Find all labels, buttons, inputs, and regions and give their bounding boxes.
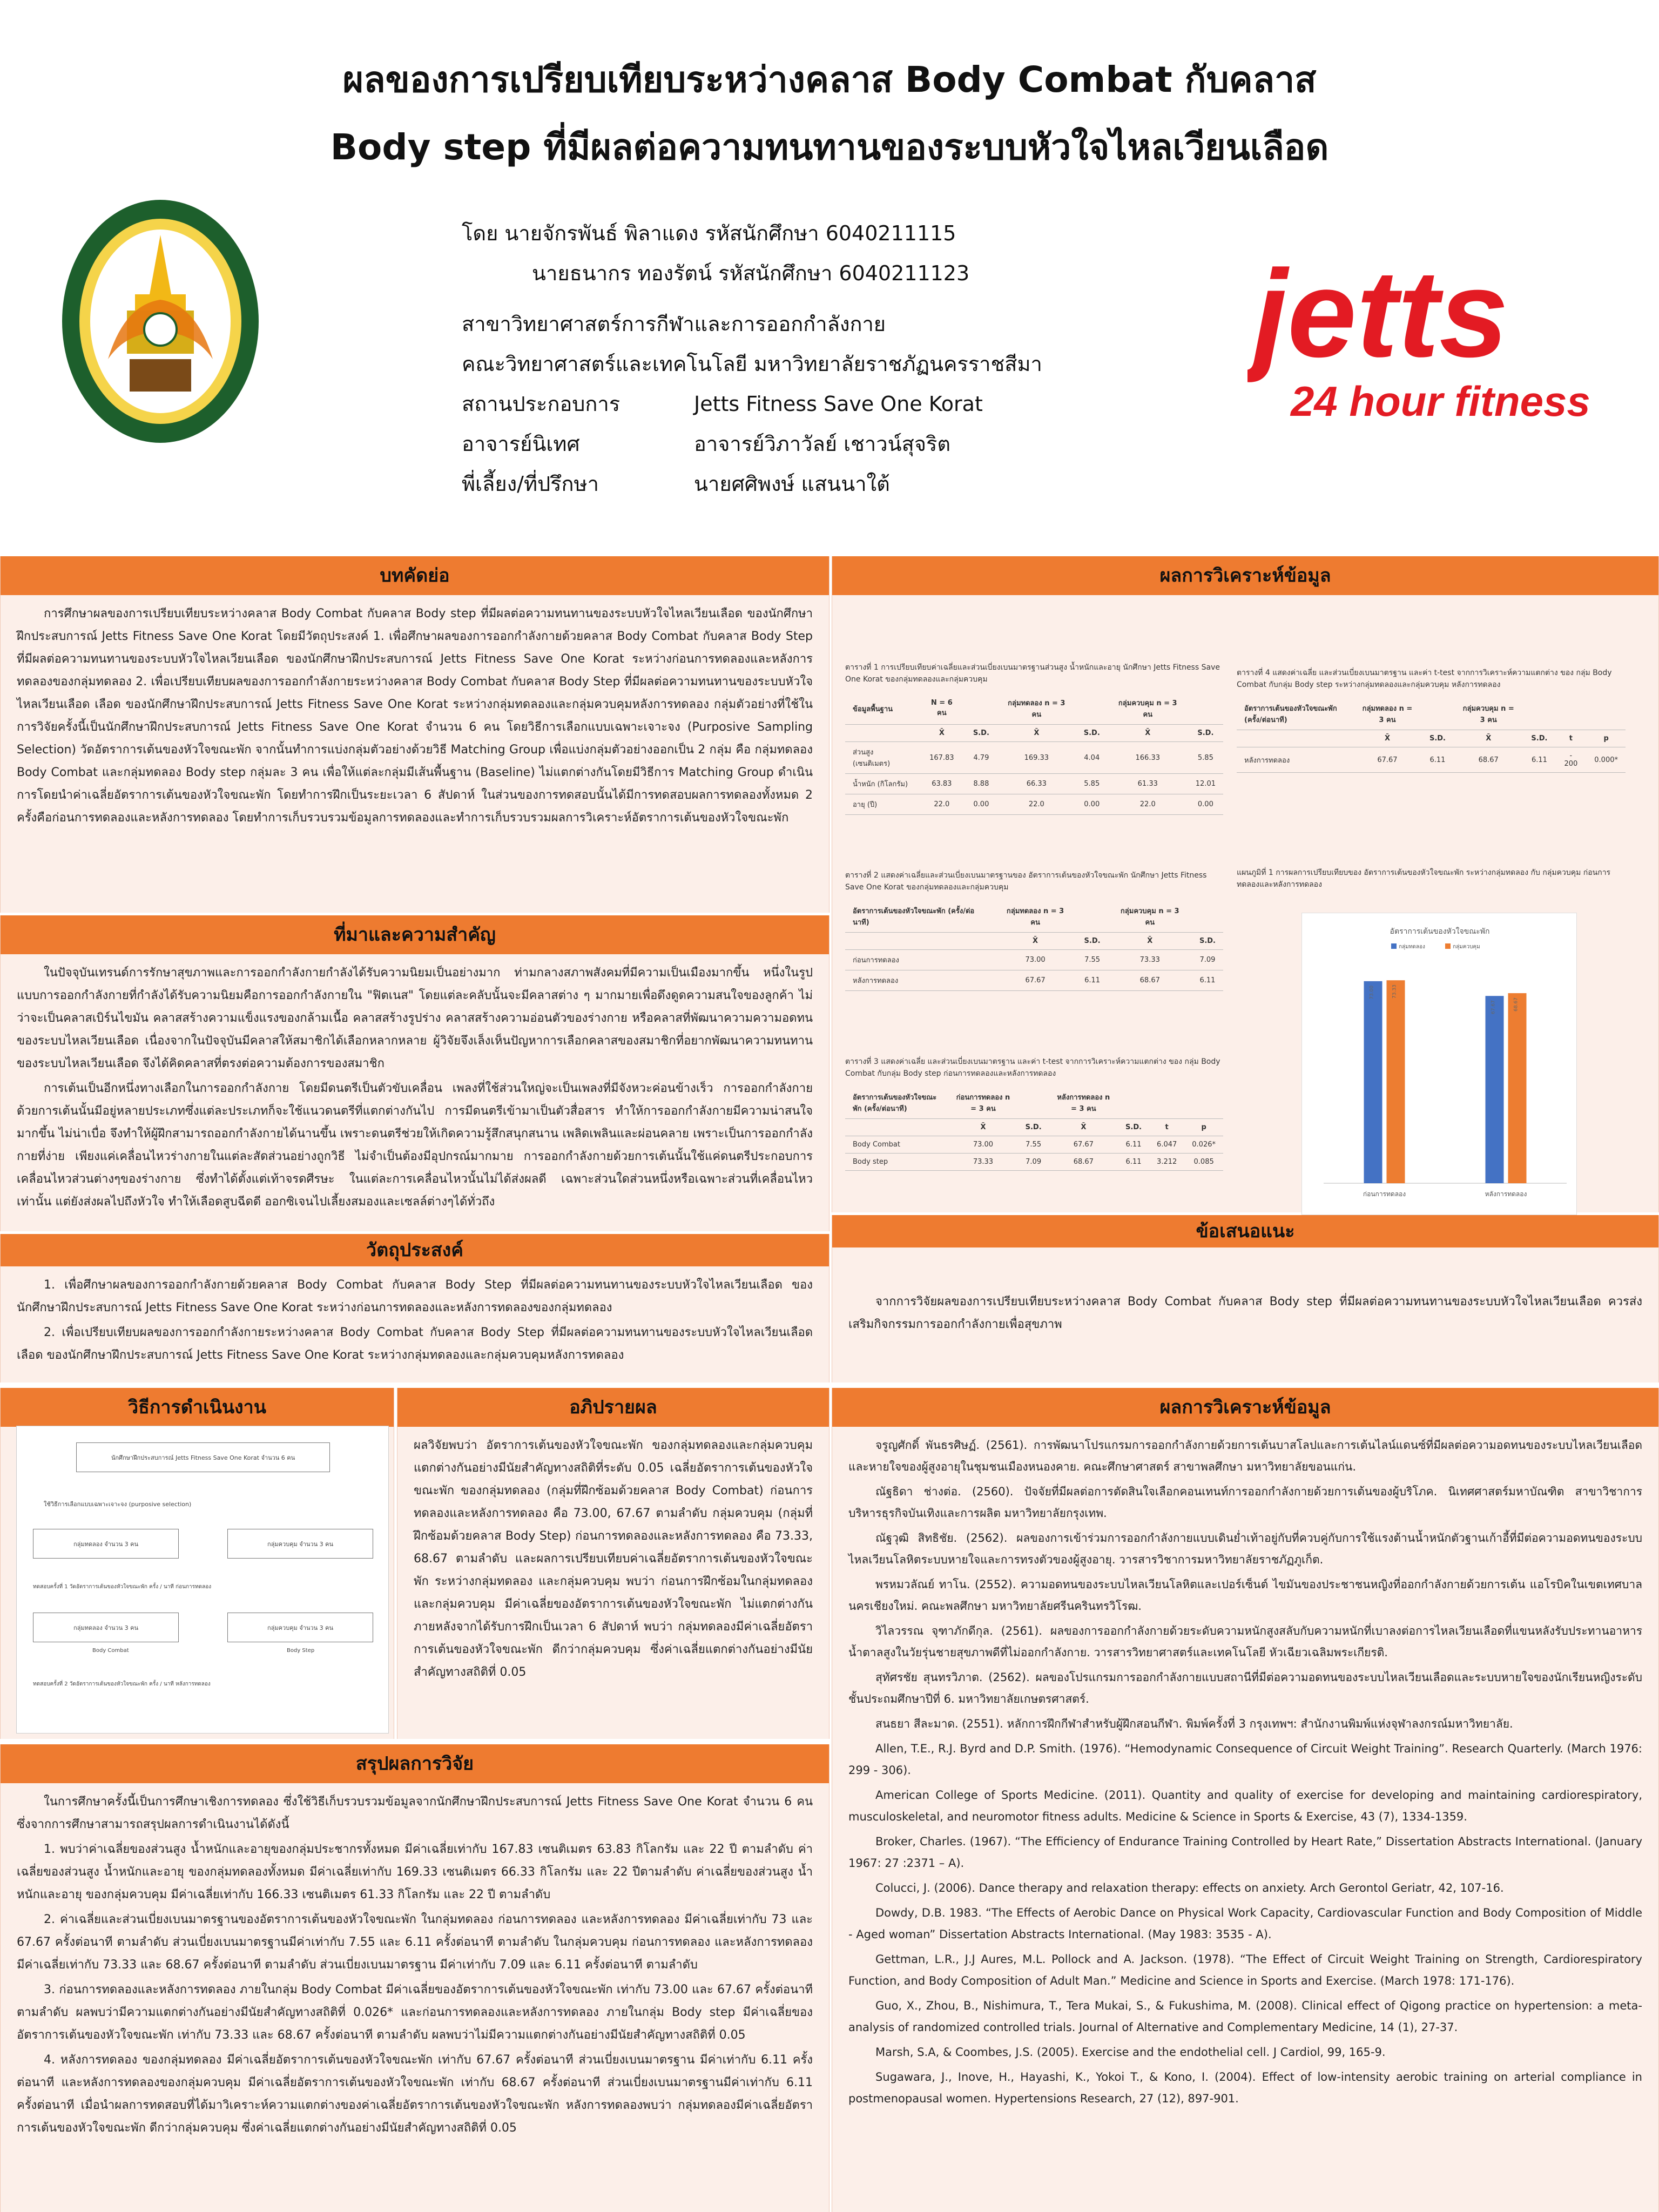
table-cell: S.D. bbox=[1118, 1119, 1149, 1136]
reference-item: Gettman, L.R., J.J Aures, M.L. Pollock and A. Jackson. (1978). “The Effect of Circuit Weight Training on Strength, Cardiorespiratory Function, and Body Composition of Adult Man.” Medicine and Science in Sports and Exercise. (March 1978: 171-176). bbox=[848, 1953, 1642, 1987]
table-cell: 6.11 bbox=[1118, 1154, 1149, 1171]
reference-item: สนธยา สีละมาด. (2551). หลักการฝึกกีฬาสำหรับผู้ฝึกสอนกีฬา. พิมพ์ครั้งที่ 3 กรุงเทพฯ: สำนักงานพิมพ์แห่งจุฬาลงกรณ์มหาวิทยาลัย. bbox=[875, 1717, 1513, 1730]
table-cell: 6.11 bbox=[1422, 747, 1453, 773]
table-cell: S.D. bbox=[1192, 933, 1223, 950]
suggestions-text: จากการวิจัยผลของการเปรียบเทียบระหว่างคลาส Body Combat กับคลาส Body step ที่มีผลต่อความทนทานของระบบหัวใจไหลเวียนเลือด ควรส่งเสริมกิจกรรมการออกกำลังกายเพื่อสุขภาพ bbox=[848, 1295, 1642, 1331]
abstract-panel bbox=[0, 556, 830, 913]
table-cell: 6.11 bbox=[1192, 970, 1223, 991]
author-2: นายธนากร ทองรัตน์ รหัสนักศึกษา 6040211123 bbox=[532, 261, 970, 285]
table-cell: 73.00 bbox=[948, 1136, 1017, 1154]
table-cell: Body Combat bbox=[845, 1136, 948, 1154]
table-header-row bbox=[845, 901, 1223, 933]
table-row bbox=[845, 1136, 1223, 1154]
reference-item: Colucci, J. (2006). Dance therapy and relaxation therapy: effects on anxiety. Arch Gerontol Geriatr, 42, 107-16. bbox=[875, 1881, 1504, 1894]
legend-swatch bbox=[1391, 943, 1397, 949]
table-cell: X̄ bbox=[997, 725, 1076, 742]
bar bbox=[1508, 993, 1527, 1183]
table-cell: ส่วนสูง (เซนติเมตร) bbox=[845, 742, 918, 774]
table-cell: อัตราการเต้นของหัวใจขณะพัก (ครั้ง/ต่อนาที) bbox=[845, 901, 994, 933]
jetts-wordmark: jetts bbox=[1253, 254, 1508, 383]
supervisor-row bbox=[462, 424, 1042, 464]
reference-item: Dowdy, D.B. 1983. “The Effects of Aerobic Dance on Physical Work Capacity, Cardiovascular Function and Body Composition of Middle - Aged woman” Dissertation Abstracts International. (May 1983: 3535 - A). bbox=[848, 1906, 1642, 1941]
reference-item: วิไลวรรณ จุฑาภักดีกุล. (2561). ผลของการออกกำลังกายด้วยระดับความหนักสูงสลับกับความหนักที่เบาลงต่อการไหลเวียนเลือดที่แขนหลังรับประทานอาหารน้ำตาลสูงในวัยรุ่นชายสุขภาพดีที่ไม่ออกกำลังกาย. วารสารวิทยาศาสตร์และเทคโนโลยี หัวเฉียวเฉลิมพระเกียรติ. bbox=[848, 1624, 1642, 1659]
table-cell: 0.00 bbox=[966, 794, 997, 815]
table-subheader-row bbox=[845, 933, 1223, 950]
table-cell bbox=[1188, 693, 1223, 725]
table-cell: S.D. bbox=[1018, 1119, 1049, 1136]
table-row bbox=[845, 774, 1223, 794]
analysis-heading: ผลการวิเคราะห์ข้อมูล bbox=[832, 556, 1658, 595]
table-cell: 22.0 bbox=[918, 794, 966, 815]
table-cell: t bbox=[1555, 730, 1587, 747]
table-cell: 167.83 bbox=[918, 742, 966, 774]
table-cell: N = 6 คน bbox=[918, 693, 966, 725]
table-2-block bbox=[845, 869, 1223, 991]
table-cell: 7.55 bbox=[1018, 1136, 1049, 1154]
university-logo bbox=[59, 197, 262, 446]
table-cell: 7.09 bbox=[1192, 950, 1223, 970]
workplace-label: สถานประกอบการ bbox=[462, 392, 621, 416]
flow-selection-note: ใช้วิธีการเลือกแบบเฉพาะเจาะจง (purposive selection) bbox=[44, 1501, 192, 1508]
table-cell: 6.11 bbox=[1523, 747, 1555, 773]
table-cell: 67.67 bbox=[994, 970, 1077, 991]
legend-label: กลุ่มควบคุม bbox=[1453, 944, 1480, 950]
suggestions-heading: ข้อเสนอแนะ bbox=[832, 1215, 1658, 1247]
conclusion-heading: สรุปผลการวิจัย bbox=[1, 1744, 829, 1783]
workplace-value: Jetts Fitness Save One Korat bbox=[694, 392, 983, 416]
table-cell bbox=[1149, 1087, 1184, 1119]
reference-item: Marsh, S.A, & Coombes, J.S. (2005). Exercise and the endothelial cell. J Cardiol, 99, 165-9. bbox=[875, 2046, 1386, 2059]
table-cell: 0.085 bbox=[1184, 1154, 1223, 1171]
figure-1-caption: แผนภูมิที่ 1 การผลการเปรียบเทียบของ อัตราการเต้นของหัวใจขณะพัก ระหว่างกลุ่มทดลอง กับ กลุ่มควบคุม ก่อนการทดลองและหลังการทดลอง bbox=[1237, 868, 1611, 889]
table-header-row bbox=[845, 1087, 1223, 1119]
table-cell: กลุ่มทดลอง n = 3 คน bbox=[994, 901, 1077, 933]
table-cell bbox=[1077, 901, 1108, 933]
author-1: โดย นายจักรพันธ์ พิลาแดง รหัสนักศึกษา 6040211115 bbox=[462, 221, 956, 245]
conclusion-2: 2. ค่าเฉลี่ยและส่วนเบี่ยงเบนมาตรฐานของอัตราการเต้นของหัวใจขณะพัก ในกลุ่มทดลอง ก่อนการทดลอง และหลังการทดลอง มีค่าเฉลี่ยเท่ากับ 73 และ 67.67 ครั้งต่อนาที ตามลำดับ ส่วนเบี่ยงเบนมาตรฐานมีค่าเท่ากับ 7.55 และ 6.11 ครั้งต่อนาที ตามลำดับ ในกลุ่มควบคุม ก่อนการทดลอง และหลังการทดลอง มีค่าเฉลี่ยเท่ากับ 73.33 และ 68.67 ครั้งต่อนาที ตามลำดับ ส่วนเบี่ยงเบนมาตรฐาน มีค่าเท่ากับ 7.09 และ 6.11 ครั้งต่อนาที ตามลำดับ bbox=[17, 1913, 813, 1972]
table-cell bbox=[845, 725, 918, 742]
table-row bbox=[845, 970, 1223, 991]
table-cell: 67.67 bbox=[1049, 1136, 1118, 1154]
flow-control-box-2: กลุ่มควบคุม จำนวน 3 คน bbox=[227, 1613, 373, 1642]
suggestions-panel bbox=[832, 1215, 1659, 1382]
table-cell: 68.67 bbox=[1453, 747, 1523, 773]
table-cell: 0.00 bbox=[1076, 794, 1108, 815]
table-1-caption: ตารางที่ 1 การเปรียบเทียบค่าเฉลี่ยและส่วนเบี่ยงเบนมาตรฐานส่วนสูง น้ำหนักและอายุ นักศึกษา Jetts Fitness Save One Korat ของกลุ่มทดลองและกลุ่มควบคุม bbox=[845, 663, 1220, 684]
methods-heading: วิธีการดำเนินงาน bbox=[1, 1388, 394, 1427]
table-cell: 0.00 bbox=[1188, 794, 1223, 815]
table-row bbox=[845, 950, 1223, 970]
table-cell: X̄ bbox=[918, 725, 966, 742]
table-cell: 68.67 bbox=[1049, 1154, 1118, 1171]
table-cell bbox=[845, 933, 994, 950]
table-cell: X̄ bbox=[1108, 933, 1192, 950]
table-cell: 22.0 bbox=[1108, 794, 1188, 815]
reference-item: Broker, Charles. (1967). “The Efficiency of Endurance Training Controlled by Heart Rate,” Dissertation Abstracts International. (January 1967: 27 :2371 – A). bbox=[848, 1835, 1642, 1870]
table-cell: 169.33 bbox=[997, 742, 1076, 774]
table-cell: 7.55 bbox=[1077, 950, 1108, 970]
flow-test2-note: ทดสอบครั้งที่ 2 วัดอัตราการเต้นของหัวใจขณะพัก ครั้ง / นาที หลังการทดลอง bbox=[33, 1681, 211, 1687]
table-cell: S.D. bbox=[966, 725, 997, 742]
table-cell: X̄ bbox=[1049, 1119, 1118, 1136]
mentor-row bbox=[462, 464, 1042, 504]
bar-data-label: 73.00 bbox=[1369, 985, 1375, 1000]
mentor-label: พี่เลี้ยง/ที่ปรึกษา bbox=[462, 472, 599, 496]
table-subheader-row bbox=[1237, 730, 1626, 747]
conclusion-1: 1. พบว่าค่าเฉลี่ยของส่วนสูง น้ำหนักและอายุของกลุ่มประชากรทั้งหมด มีค่าเฉลี่ยเท่ากับ 167.83 เซนติเมตร 63.83 กิโลกรัม และ 22 ปี ตามลำดับ ค่าเฉลี่ยของส่วนสูง น้ำหนักและอายุ ของกลุ่มทดลองทั้งหมด มีค่าเฉลี่ยเท่ากับ 169.33 เซนติเมตร 66.33 กิโลกรัม และ 22 ปีตามลำดับ ค่าเฉลี่ยของส่วนสูง น้ำหนักและอายุ ของกลุ่มควบคุม มีค่าเฉลี่ยเท่ากับ 166.33 เซนติเมตร 61.33 กิโลกรัม และ 22 ปี ตามลำดับ bbox=[17, 1843, 813, 1901]
table-cell: 66.33 bbox=[997, 774, 1076, 794]
faculty: คณะวิทยาศาสตร์และเทคโนโลยี มหาวิทยาลัยราชภัฏนครราชสีมา bbox=[462, 352, 1042, 376]
table-cell bbox=[1018, 1087, 1049, 1119]
table-cell bbox=[1237, 730, 1353, 747]
table-header-row bbox=[845, 693, 1223, 725]
bar-data-label: 73.33 bbox=[1392, 984, 1398, 999]
table-row bbox=[845, 1154, 1223, 1171]
supervisor-value: อาจารย์วิภาวัลย์ เชาวน์สุจริต bbox=[694, 432, 951, 456]
table-cell: 8.88 bbox=[966, 774, 997, 794]
reference-item: พรหมวลัณย์ ทาโน. (2552). ความอดทนของระบบไหลเวียนโลหิตและเปอร์เซ็นต์ ไขมันของประชาชนหญิงที่ออกกำลังกายด้วยการเต้น แอโรบิคในเขตเทศบาลนครเชียงใหม่. คณะพลศึกษา มหาวิทยาลัยศรีนครินทรวิโรฒ. bbox=[848, 1578, 1642, 1613]
chart-title: อัตราการเต้นของหัวใจขณะพัก bbox=[1390, 927, 1490, 936]
table-3 bbox=[845, 1087, 1223, 1171]
table-cell bbox=[1523, 698, 1555, 730]
table-header-row bbox=[1237, 698, 1626, 730]
flow-train-control: Body Step bbox=[287, 1648, 315, 1654]
conclusion-4: 4. หลังการทดลอง ของกลุ่มทดลอง มีค่าเฉลี่ยอัตราการเต้นของหัวใจขณะพัก เท่ากับ 67.67 ครั้งต่อนาที ส่วนเบี่ยงเบนมาตรฐาน มีค่าเท่ากับ 6.11 ครั้งต่อนาที และหลังการทดลองของกลุ่มควบคุม มีค่าเฉลี่ยอัตราการเต้นของหัวใจขณะพัก เท่ากับ 68.67 ครั้งต่อนาที ส่วนเบี่ยงเบนมาตรฐานมีค่าเท่ากับ 6.11 ครั้งต่อนาที เมื่อนำผลการทดสอบที่ได้มาวิเคราะห์ความแตกต่างของค่าเฉลี่ยอัตราการเต้นของหัวใจขณะพัก หลังการทดลองพบว่า กลุ่มทดลองมีค่าเฉลี่ยอัตราการเต้นของหัวใจขณะพัก ดีกว่ากลุ่มควบคุม ซึ่งค่าเฉลี่ยแตกต่างกันอย่างมีนัยสำคัญทางสถิติที่ 0.05 bbox=[17, 2053, 813, 2135]
references-heading: ผลการวิเคราะห์ข้อมูล bbox=[832, 1388, 1658, 1427]
mentor-value: นายศศิพงษ์ แสนนาใต้ bbox=[694, 472, 890, 496]
table-cell: ก่อนการทดลอง n = 3 คน bbox=[948, 1087, 1017, 1119]
reference-item: สุทัศรชัย สุนทรวิภาต. (2562). ผลของโปรแกรมการออกกำลังกายแบบสถานีที่มีต่อความอดทนของระบบไหลเวียนเลือดและระบบหายใจของนักเรียนหญิงระดับชั้นประถมศึกษาปีที่ 6. มหาวิทยาลัยเกษตรศาสตร์. bbox=[848, 1671, 1642, 1705]
table-subheader-row bbox=[845, 725, 1223, 742]
heart-rate-chart-svg bbox=[1302, 913, 1577, 1216]
table-cell: X̄ bbox=[1453, 730, 1523, 747]
table-cell: X̄ bbox=[948, 1119, 1017, 1136]
table-cell bbox=[1587, 698, 1626, 730]
legend-label: กลุ่มทดลอง bbox=[1399, 944, 1425, 950]
table-3-caption: ตารางที่ 3 แสดงค่าเฉลี่ย และส่วนเบี่ยงเบนมาตรฐาน และค่า t-test จากการวิเคราะห์ความแตกต่าง ของ กลุ่ม Body Combat กับกลุ่ม Body step ก่อนการทดลองและหลังการทดลอง bbox=[845, 1057, 1220, 1078]
bar bbox=[1486, 996, 1504, 1183]
table-cell: t bbox=[1149, 1119, 1184, 1136]
table-1-block bbox=[845, 662, 1223, 815]
conclusion-intro: ในการศึกษาครั้งนี้เป็นการศึกษาเชิงการทดลอง ซึ่งใช้วิธีเก็บรวบรวมข้อมูลจากนักศึกษาฝึกประสบการณ์ Jetts Fitness Save One Korat จำนวน 6 คน ซึ่งจากการศึกษาสามารถสรุปผลการดำเนินงานได้ดังนี้ bbox=[17, 1795, 813, 1831]
bar-data-label: 67.67 bbox=[1491, 1000, 1496, 1014]
reference-item: Allen, T.E., R.J. Byrd and D.P. Smith. (1976). “Hemodynamic Consequence of Circuit Weight Training”. Research Quarterly. (March 1976: 299 - 306). bbox=[848, 1742, 1642, 1777]
table-cell: 6.11 bbox=[1077, 970, 1108, 991]
table-cell bbox=[1118, 1087, 1149, 1119]
poster-title-line1: ผลของการเปรียบเทียบระหว่างคลาส Body Combat กับคลาส bbox=[342, 59, 1317, 100]
legend-swatch bbox=[1445, 943, 1451, 949]
table-cell: อัตราการเต้นของหัวใจขณะพัก (ครั้ง/ต่อนาที) bbox=[845, 1087, 948, 1119]
table-cell bbox=[1076, 693, 1108, 725]
workplace-row bbox=[462, 384, 1042, 424]
table-row bbox=[845, 794, 1223, 815]
bar bbox=[1387, 980, 1405, 1183]
table-4-caption: ตารางที่ 4 แสดงค่าเฉลี่ย และส่วนเบี่ยงเบนมาตรฐาน และค่า t-test จากการวิเคราะห์ความแตกต่าง ของ กลุ่ม Body Combat กับกลุ่ม Body step ระหว่างกลุ่มทดลองและกลุ่มควบคุม หลังการทดลอง bbox=[1237, 669, 1612, 689]
table-cell: กลุ่มควบคุม n = 3 คน bbox=[1108, 901, 1192, 933]
table-2-caption: ตารางที่ 2 แสดงค่าเฉลี่ยและส่วนเบี่ยงเบนมาตรฐานของ อัตราการเต้นของหัวใจขณะพัก นักศึกษา Jetts Fitness Save One Korat ของกลุ่มทดลองและกลุ่มควบคุม bbox=[845, 871, 1207, 892]
table-cell: หลังการทดลอง n = 3 คน bbox=[1049, 1087, 1118, 1119]
flow-train-experiment: Body Combat bbox=[92, 1648, 129, 1654]
table-cell: 63.83 bbox=[918, 774, 966, 794]
figure-1-caption-block bbox=[1237, 867, 1615, 898]
flow-experiment-box: กลุ่มทดลอง จำนวน 3 คน bbox=[33, 1529, 179, 1559]
table-1 bbox=[845, 693, 1223, 815]
table-cell: 12.01 bbox=[1188, 774, 1223, 794]
reference-item: Sugawara, J., Inove, H., Hayashi, K., Yokoi T., & Kono, I. (2004). Effect of low-intensity aerobic training on arterial compliance in postmenopausal women. Hypertensions Research, 27 (12), 897-901. bbox=[848, 2071, 1642, 2105]
table-cell: น้ำหนัก (กิโลกรัม) bbox=[845, 774, 918, 794]
table-cell: S.D. bbox=[1077, 933, 1108, 950]
flow-experiment-box-2: กลุ่มทดลอง จำนวน 3 คน bbox=[33, 1613, 179, 1642]
table-row bbox=[845, 742, 1223, 774]
author-block bbox=[462, 213, 1042, 504]
table-cell: 7.09 bbox=[1018, 1154, 1049, 1171]
table-cell: 67.67 bbox=[1353, 747, 1422, 773]
reference-item: American College of Sports Medicine. (2011). Quantity and quality of exercise for developing and maintaining cardiorespiratory, musculoskeletal, and neuromotor fitness adults. Medicine & Science in Sports & Exercise, 43 (7), 1334-1359. bbox=[848, 1789, 1642, 1823]
table-cell: 4.04 bbox=[1076, 742, 1108, 774]
table-cell: S.D. bbox=[1422, 730, 1453, 747]
table-cell: 5.85 bbox=[1076, 774, 1108, 794]
table-cell: อายุ (ปี) bbox=[845, 794, 918, 815]
table-cell: 68.67 bbox=[1108, 970, 1192, 991]
discussion-heading: อภิปรายผล bbox=[397, 1388, 829, 1427]
objectives-panel bbox=[0, 1234, 830, 1382]
jetts-tagline: 24 hour fitness bbox=[1291, 377, 1590, 425]
flow-control-box: กลุ่มควบคุม จำนวน 3 คน bbox=[227, 1529, 373, 1559]
table-cell bbox=[845, 1119, 948, 1136]
objective-2: 2. เพื่อเปรียบเทียบผลของการออกกำลังกายระหว่างคลาส Body Combat กับคลาส Body Step ที่มีผลต่อความทนทานของระบบหัวใจไหลเวียนเลือด เลือด ของนักศึกษาฝึกประสบการณ์ Jetts Fitness Save One Korat ระหว่างกลุ่มทดลองและกลุ่มควบคุมหลังการทดลอง bbox=[17, 1326, 813, 1362]
discussion-text: ผลวิจัยพบว่า อัตราการเต้นของหัวใจขณะพัก ของกลุ่มทดลองและกลุ่มควบคุม แตกต่างกันอย่างมีนัยสำคัญทางสถิติที่ระดับ 0.05 เฉลี่ยอัตราการเต้นของหัวใจขณะพัก ของกลุ่มทดลอง (กลุ่มที่ฝึกซ้อมด้วยคลาส Body Combat) ก่อนการทดลองและหลังการทดลอง คือ 73.00, 67.67 ตามลำดับ กลุ่มควบคุม (กลุ่มที่ฝึกซ้อมด้วยคลาส Body Step) ก่อนการทดลองและหลังการทดลอง คือ 73.33, 68.67 ตามลำดับ และผลการเปรียบเทียบค่าเฉลี่ยอัตราการเต้นของหัวใจขณะพัก ระหว่างกลุ่มทดลอง และกลุ่มควบคุม พบว่า ก่อนการฝึกซ้อมในกลุ่มทดลองและกลุ่มควบคุม มีค่าเฉลี่ยของอัตราการเต้นของหัวใจขณะพัก ไม่แตกต่างกัน ภายหลังจากได้รับการฝึกเป็นเวลา 6 สัปดาห์ พบว่า กลุ่มทดลองมีค่าเฉลี่ยอัตราการเต้นของหัวใจขณะพัก ดีกว่ากลุ่มควบคุม ซึ่งค่าเฉลี่ยแตกต่างกันอย่างมีนัยสำคัญทางสถิติที่ 0.05 bbox=[414, 1439, 813, 1679]
table-cell: หลังการทดลอง bbox=[1237, 747, 1353, 773]
table-cell: อัตราการเต้นของหัวใจขณะพัก (ครั้ง/ต่อนาที) bbox=[1237, 698, 1353, 730]
abstract-heading: บทคัดย่อ bbox=[1, 556, 829, 595]
flow-test1-note: ทดสอบครั้งที่ 1 วัดอัตราการเต้นของหัวใจขณะพัก ครั้ง / นาที ก่อนการทดลอง bbox=[33, 1584, 212, 1590]
discussion-panel bbox=[397, 1388, 830, 1739]
reference-item: Guo, X., Zhou, B., Nishimura, T., Tera Mukai, S., & Fukushima, M. (2008). Clinical effect of Qigong practice on hypertension: a meta-analysis of randomized controlled trials. Journal of Alternative and Complementary Medicine, 14 (1), 27-37. bbox=[848, 1999, 1642, 2034]
table-cell: 6.11 bbox=[1118, 1136, 1149, 1154]
table-cell: ข้อมูลพื้นฐาน bbox=[845, 693, 918, 725]
table-cell: S.D. bbox=[1076, 725, 1108, 742]
background-paragraph-1: ในปัจจุบันเทรนด์การรักษาสุขภาพและการออกกำลังกายกำลังได้รับความนิยมเป็นอย่างมาก ท่ามกลางสภาพสังคมที่มีความเป็นเมืองมากขึ้น หนึ่งในรูปแบบการออกกำลังกายที่กำลังได้รับความนิยมคือการออกกำลังกายใน "ฟิตเนส" โดยแต่ละคลับนั้นจะมีคลาสต่าง ๆ มากมายเพื่อดึงดูดความสนใจของลูกค้า ไม่ว่าจะเป็นคลาสเบิร์นไขมัน คลาสสร้างความแข็งแรงของกล้ามเนื้อ คลาสสร้างรูปร่าง คลาสสร้างความอ่อนตัวของร่างกาย หรือคลาสที่พัฒนาความความอดทนของระบบไหลเวียนเลือด เนื่องจากในปัจจุบันมีคลาสให้สมาชิกได้เลือกหลากหลาย ผู้วิจัยจึงเล็งเห็นปัญหาการเลือกคลาสของสมาชิกที่อยากพัฒนาความทนทานของระบบไหลเวียนเลือด จึงได้คิดคลาสที่ตรงต่อความต้องการของสมาชิก bbox=[17, 966, 813, 1070]
conclusion-panel bbox=[0, 1744, 830, 2212]
conclusion-3: 3. ก่อนการทดลองและหลังการทดลอง ภายในกลุ่ม Body Combat มีค่าเฉลี่ยของอัตราการเต้นของหัวใจขณะพัก เท่ากับ 73.00 และ 67.67 ครั้งต่อนาที ตามลำดับ ผลพบว่ามีความแตกต่างกันอย่างมีนัยสำคัญทางสถิติที่ 0.026* และก่อนการทดลองและหลังการทดลอง ภายในกลุ่ม Body step มีค่าเฉลี่ยของอัตราการเต้นของหัวใจขณะพัก เท่ากับ 73.33 และ 68.67 ครั้งต่อนาที ตามลำดับ ผลพบว่าไม่มีความแตกต่างกันอย่างมีนัยสำคัญทางสถิติที่ 0.05 bbox=[17, 1983, 813, 2042]
methods-flowchart bbox=[16, 1426, 389, 1734]
table-cell: 73.00 bbox=[994, 950, 1077, 970]
table-cell: กลุ่มทดลอง n = 3 คน bbox=[1353, 698, 1422, 730]
table-cell: 73.33 bbox=[1108, 950, 1192, 970]
table-4-block bbox=[1237, 667, 1626, 773]
table-cell bbox=[966, 693, 997, 725]
table-cell: 22.0 bbox=[997, 794, 1076, 815]
table-cell: 0.000* bbox=[1587, 747, 1626, 773]
x-tick-label: หลังการทดลอง bbox=[1485, 1190, 1527, 1198]
table-2 bbox=[845, 901, 1223, 991]
table-cell: 4.79 bbox=[966, 742, 997, 774]
table-cell: 0.026* bbox=[1184, 1136, 1223, 1154]
table-cell: หลังการทดลอง bbox=[845, 970, 994, 991]
abstract-text: การศึกษาผลของการเปรียบเทียบระหว่างคลาส Body Combat กับคลาส Body step ที่มีผลต่อความทนทานของระบบหัวใจไหลเวียนเลือด ของนักศึกษาฝึกประสบการณ์ Jetts Fitness Save One Korat โดยมีวัตถุประสงค์ 1. เพื่อศึกษาผลของการออกกำลังกายด้วยคลาส Body Combat กับคลาส Body Step ที่มีผลต่อความทนทานของระบบหัวใจไหลเวียนเลือด ของนักศึกษาฝึกประสบการณ์ Jetts Fitness Save One Korat ระหว่างก่อนการทดลองและหลังการทดลองของกลุ่มทดลอง 2. เพื่อเปรียบเทียบผลของการออกกำลังกายระหว่างคลาส Body Combat กับคลาส Body Step ที่มีผลต่อความทนทานของระบบหัวใจไหลเวียนเลือด เลือด ของนักศึกษาฝึกประสบการณ์ Jetts Fitness Save One Korat ระหว่างกลุ่มทดลองและกลุ่มควบคุมหลังการทดลอง กลุ่มตัวอย่างที่ใช้ในการวิจัยครั้งนี้เป็นนักศึกษาฝึกประสบการณ์ Jetts Fitness Save One Korat จำนวน 6 คน โดยวิธีการเลือกแบบเฉพาะเจาะจง (Purposive Sampling Selection) วัดอัตราการเต้นของหัวใจขณะพัก จากนั้นทำการแบ่งกลุ่มตัวอย่างด้วยวิธี Matching Group เพื่อแบ่งกลุ่มตัวอย่างออกเป็น 2 กลุ่ม คือ กลุ่มทดลอง Body Combat และกลุ่มทดลอง Body step กลุ่มละ 3 คน เพื่อให้แต่ละกลุ่มมีเส้นพื้นฐาน (Baseline) ไม่แตกต่างกันโดยมีวิธีการ Matching Group ดำเนินการโดยนำค่าเฉลี่ยอัตราการเต้นของหัวใจขณะพัก โดยทำการฝึกเป็นระยะเวลา 6 สัปดาห์ ในส่วนของการทดสอบนั้นได้มีการทดสอบผลการทดลองทั้งหมด 2 ครั้งคือก่อนการทดลองและหลังการทดลอง โดยทำการเก็บรวบรวมข้อมูลการทดลองและทำการเก็บรวบรวมผลการวิเคราะห์อัตราการเต้นของหัวใจขณะพัก bbox=[17, 607, 813, 825]
table-cell bbox=[1555, 698, 1587, 730]
background-paragraph-2: การเต้นเป็นอีกหนึ่งทางเลือกในการออกกำลังกาย โดยมีดนตรีเป็นตัวขับเคลื่อน เพลงที่ใช้ส่วนใหญ่จะเป็นเพลงที่มีจังหวะค่อนข้างเร็ว การออกกำลังกายด้วยการเต้นนั้นมีอยู่หลายประเภทซึ่งแต่ละประเภทก็จะใช้แนวดนตรีที่แตกต่างกันไป การมีดนตรีเข้ามาเป็นตัวสื่อสาร ทำให้การออกกำลังกายมีความน่าสนใจมากขึ้น ไม่น่าเบื่อ จึงทำให้ผู้ฝึกสามารถออกกำลังกายได้นานขึ้น เพราะดนตรีช่วยให้เกิดความรู้สึกสนุกสนาน เพลิดเพลินและผ่อนคลาย เพราะเป็นการออกกำลังกายที่ง่าย เพียงแค่เคลื่อนไหวร่างกายในแต่ละสัดส่วนอย่างถูกวิธี ไม่จำเป็นต้องมีอุปกรณ์มากมาย การออกกำลังกายด้วยการเต้นนั้นใช้แค่ดนตรีประกอบการเคลื่อนไหวส่วนต่างๆของร่างกาย ซึ่งทำได้ตั้งแต่เท้าจรดศีรษะ ในแต่ละการเคลื่อนไหวนั้นไม่ได้ส่งผลดี เฉพาะส่วนใดส่วนหนึ่งหรือเฉพาะส่วนที่เคลื่อนไหวเท่านั้น แต่ยังส่งผลไปถึงหัวใจ ทำให้เลือดสูบฉีดดี ออกซิเจนไปเลี้ยงสมองและเซลล์ต่างๆได้ทั่วถึง bbox=[17, 1082, 813, 1209]
reference-item: ณัฐวุฒิ สิทธิชัย. (2562). ผลของการเข้าร่วมการออกกำลังกายแบบเดินย่ำเท้าอยู่กับที่ควบคู่กับการใช้แรงต้านน้ำหนักตัวฐานเก้าอี้ที่มีต่อความอดทนของระบบไหลเวียนโลหิตระบบหายใจและการทรงตัวของผู้สูงอายุ. วารสารวิชาการมหาวิทยาลัยราชภัฏภูเก็ต. bbox=[848, 1532, 1642, 1566]
table-subheader-row bbox=[845, 1119, 1223, 1136]
table-cell: ก่อนการทดลอง bbox=[845, 950, 994, 970]
table-cell: S.D. bbox=[1523, 730, 1555, 747]
table-cell: Body step bbox=[845, 1154, 948, 1171]
background-panel bbox=[0, 915, 830, 1231]
table-cell: 5.85 bbox=[1188, 742, 1223, 774]
supervisor-label: อาจารย์นิเทศ bbox=[462, 432, 580, 456]
bar-data-label: 68.67 bbox=[1513, 997, 1519, 1011]
x-tick-label: ก่อนการทดลอง bbox=[1363, 1190, 1406, 1198]
table-cell: - 200 bbox=[1555, 747, 1587, 773]
table-cell: 6.047 bbox=[1149, 1136, 1184, 1154]
table-cell: กลุ่มควบคุม n = 3 คน bbox=[1453, 698, 1523, 730]
table-cell bbox=[1184, 1087, 1223, 1119]
objective-1: 1. เพื่อศึกษาผลของการออกกำลังกายด้วยคลาส Body Combat กับคลาส Body Step ที่มีผลต่อความทนทานของระบบหัวใจไหลเวียนเลือด ของนักศึกษาฝึกประสบการณ์ Jetts Fitness Save One Korat ระหว่างก่อนการทดลองและหลังการทดลองของกลุ่มทดลอง bbox=[17, 1278, 813, 1314]
reference-item: ณัฐธิดา ช่างต่อ. (2560). ปัจจัยที่มีผลต่อการตัดสินใจเลือกคอนเทนท์การออกกำลังกายด้วยการเต้นของผู้บริโภค. นิเทศศาสตร์มหาบัณฑิต สาขาวิชาการบริหารธุรกิจบันเทิงและการผลิต มหาวิทยาลัยกรุงเทพ. bbox=[848, 1485, 1642, 1520]
table-cell bbox=[1192, 901, 1223, 933]
references-panel bbox=[832, 1388, 1659, 2212]
bar bbox=[1364, 981, 1382, 1183]
table-cell: กลุ่มทดลอง n = 3 คน bbox=[997, 693, 1076, 725]
heart-rate-chart bbox=[1301, 913, 1577, 1215]
table-cell: p bbox=[1184, 1119, 1223, 1136]
table-cell: 73.33 bbox=[948, 1154, 1017, 1171]
table-cell: X̄ bbox=[1108, 725, 1188, 742]
table-cell: กลุ่มควบคุม n = 3 คน bbox=[1108, 693, 1188, 725]
table-cell: 61.33 bbox=[1108, 774, 1188, 794]
table-cell: 3.212 bbox=[1149, 1154, 1184, 1171]
table-row bbox=[1237, 747, 1626, 773]
jetts-logo bbox=[1247, 254, 1593, 432]
table-cell: S.D. bbox=[1188, 725, 1223, 742]
table-cell bbox=[1422, 698, 1453, 730]
table-cell: 166.33 bbox=[1108, 742, 1188, 774]
background-heading: ที่มาและความสำคัญ bbox=[1, 915, 829, 954]
table-cell: p bbox=[1587, 730, 1626, 747]
objectives-heading: วัตถุประสงค์ bbox=[1, 1234, 829, 1266]
department: สาขาวิทยาศาสตร์การกีฬาและการออกกำลังกาย bbox=[462, 312, 886, 336]
flow-population-box: นักศึกษาฝึกประสบการณ์ Jetts Fitness Save One Korat จำนวน 6 คน bbox=[76, 1442, 330, 1472]
table-3-block bbox=[845, 1056, 1223, 1171]
table-4 bbox=[1237, 698, 1626, 773]
poster-title-line2: Body step ที่มีผลต่อความทนทานของระบบหัวใจไหลเวียนเลือด bbox=[330, 126, 1329, 168]
reference-item: จรูญศักดิ์ พันธรศิษฏ์. (2561). การพัฒนาโปรแกรมการออกกำลังกายด้วยการเต้นบาสโลปและการเต้นไลน์แดนซ์ที่มีผลต่อความอดทนของระบบไหลเวียนเลือดและหายใจของผู้สูงอายุในชุมชนเมืองหนองคาย. คณะศึกษาศาสตร์ สาขาพลศึกษา มหาวิทยาลัยขอนแก่น. bbox=[848, 1439, 1642, 1473]
table-cell: X̄ bbox=[994, 933, 1077, 950]
table-cell: X̄ bbox=[1353, 730, 1422, 747]
